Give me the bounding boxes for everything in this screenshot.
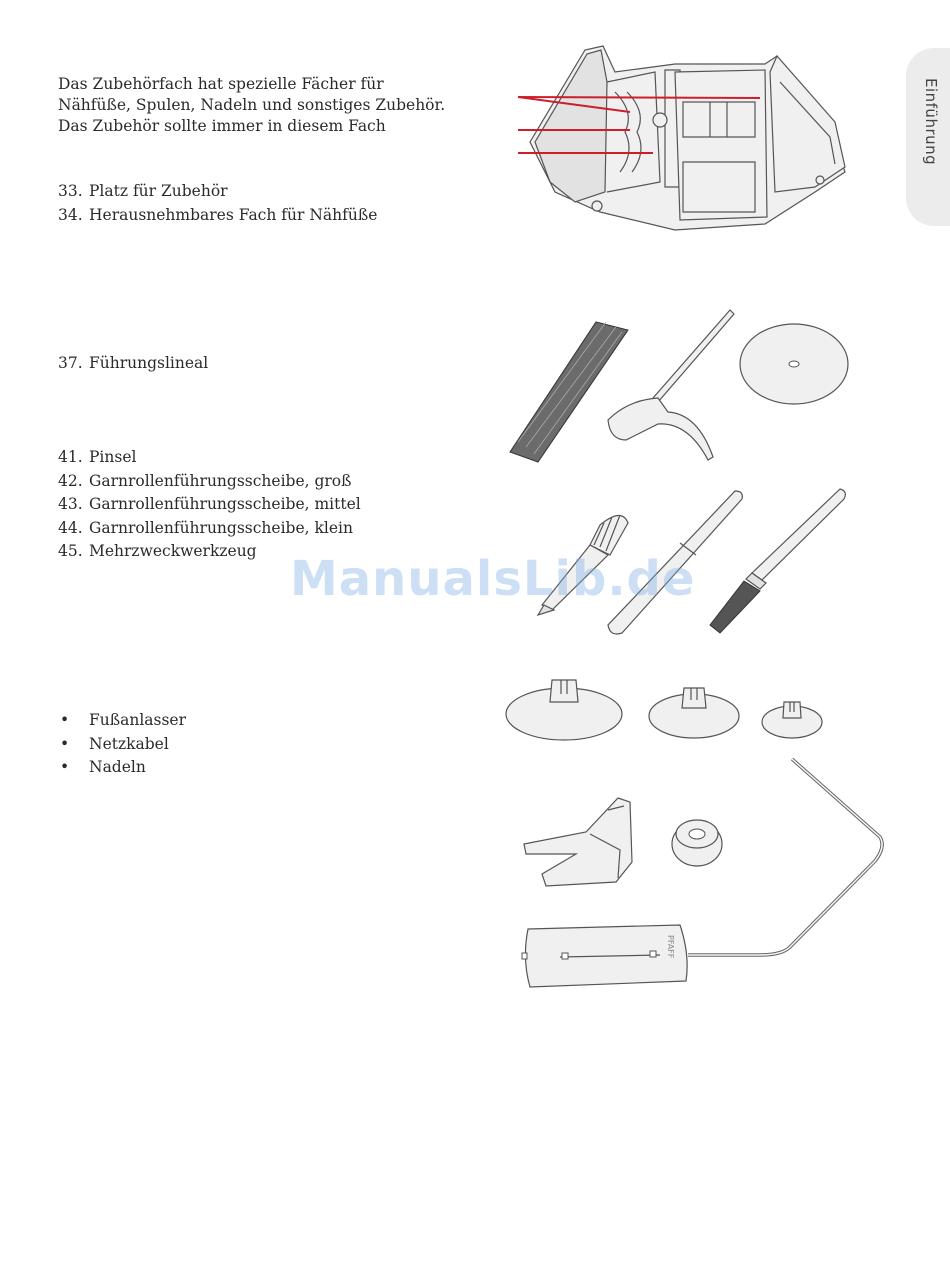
list-item — [58, 180, 377, 204]
accessory-tray-icon — [515, 42, 855, 234]
intro-line-1: Das Zubehörfach hat spezielle Fächer für — [58, 75, 384, 93]
item-number: 45. — [58, 542, 83, 560]
bullet-icon: • — [60, 734, 70, 753]
item-label: Platz für Zubehör — [89, 182, 228, 200]
bullet-list — [58, 709, 186, 780]
spool-caps-icon — [504, 672, 834, 744]
watermark: ManualsLib.de — [290, 551, 696, 607]
list-item — [58, 446, 361, 470]
accessory-list-41-45 — [58, 446, 361, 564]
seam-guide-set-icon — [508, 302, 853, 467]
item-label: Fußanlasser — [89, 711, 187, 729]
item-number: 37. — [58, 354, 83, 372]
bullet-icon: • — [60, 758, 70, 776]
bullet-icon: • — [60, 711, 70, 729]
item-label: Nadeln — [89, 758, 146, 776]
list-item — [58, 733, 186, 757]
list-item — [58, 352, 208, 376]
item-label: Netzkabel — [89, 734, 169, 753]
chapter-tab-label: Einführung — [922, 78, 940, 166]
item-label: Garnrollenführungsscheibe, klein — [89, 518, 353, 537]
list-item — [58, 756, 186, 780]
list-item — [58, 517, 361, 541]
chapter-tab — [906, 48, 950, 226]
accessory-list-37 — [58, 352, 208, 376]
item-label: Mehrzweckwerkzeug — [89, 542, 257, 560]
accessory-list-33-34 — [58, 180, 377, 227]
list-item — [58, 493, 361, 517]
item-number: 34. — [58, 205, 83, 224]
list-item — [58, 709, 186, 733]
intro-paragraph — [58, 74, 445, 137]
item-number: 42. — [58, 471, 83, 490]
item-number: 41. — [58, 448, 83, 466]
item-label: Führungslineal — [89, 354, 209, 372]
intro-line-2: Nähfüße, Spulen, Nadeln und sonstiges Zubehör. — [58, 96, 446, 114]
item-label: Herausnehmbares Fach für Nähfüße — [89, 205, 378, 224]
foot-control-icon — [520, 755, 888, 990]
item-label: Garnrollenführungsscheibe, groß — [89, 471, 352, 490]
item-number: 44. — [58, 518, 83, 537]
item-label: Pinsel — [89, 448, 137, 466]
item-number: 43. — [58, 495, 83, 513]
item-label: Garnrollenführungsscheibe, mittel — [89, 495, 361, 513]
list-item — [58, 204, 377, 228]
intro-line-3: Das Zubehör sollte immer in diesem Fach — [58, 117, 386, 135]
item-number: 33. — [58, 182, 83, 200]
list-item — [58, 470, 361, 494]
pedal-logo: PFAFF — [666, 935, 675, 959]
